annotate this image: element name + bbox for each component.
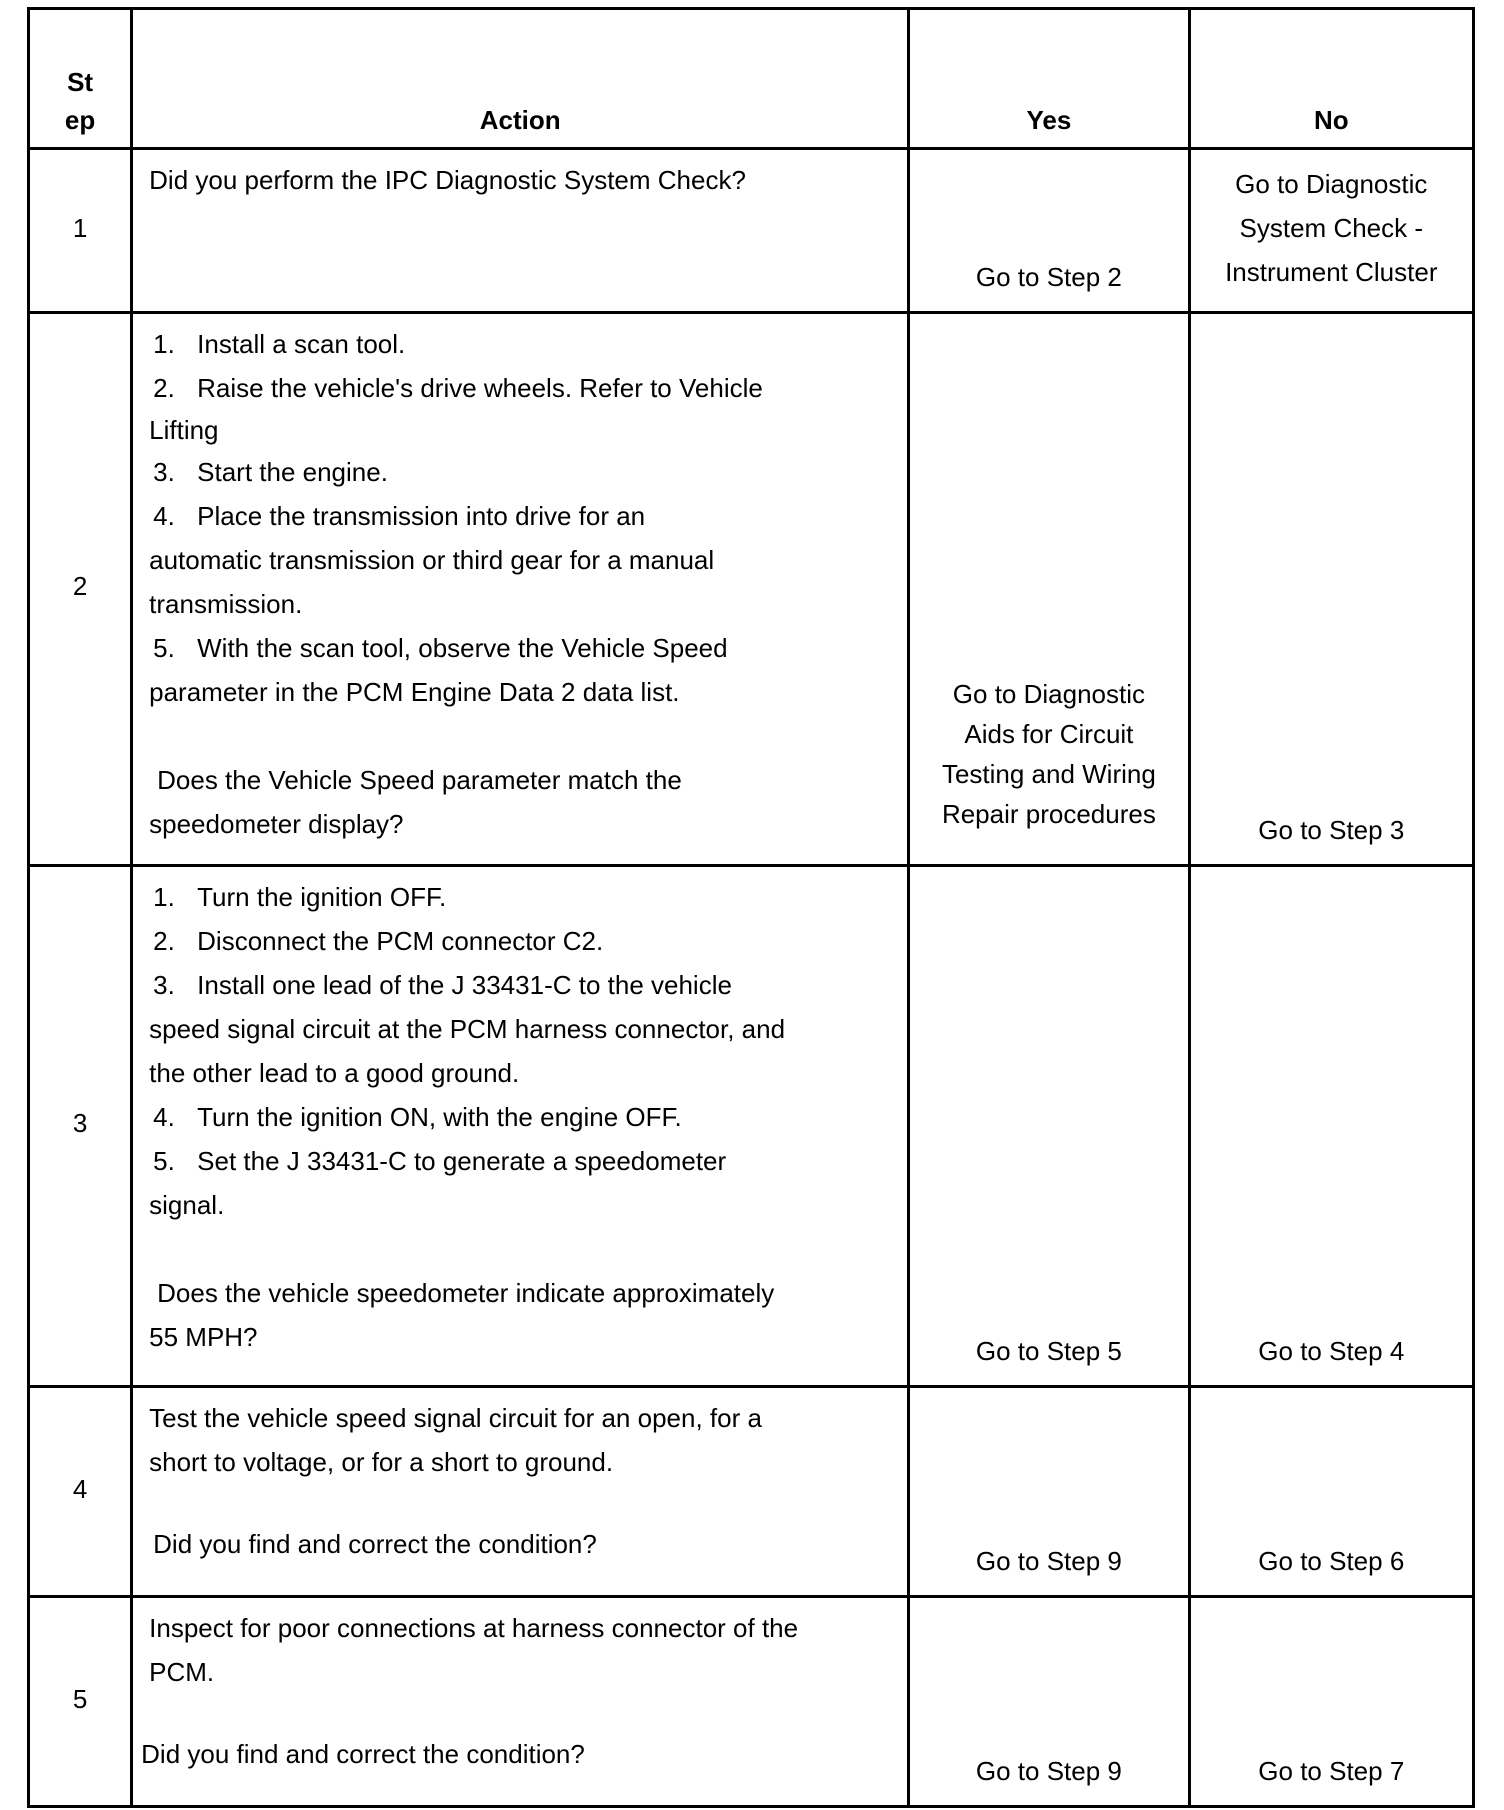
no-cell: Go to Step 6 [1189, 1387, 1473, 1597]
step-number: 2 [29, 313, 132, 866]
action-cell [132, 1387, 909, 1597]
list-item-cont: Lifting [149, 415, 219, 445]
yes-cell [909, 313, 1189, 866]
no-cell [1189, 149, 1473, 313]
list-item: 5. With the scan tool, observe the Vehicle Speed [153, 633, 728, 663]
action-text: Test the vehicle speed signal circuit for an open, for a [149, 1403, 762, 1433]
yes-line: Testing and Wiring [941, 759, 1156, 789]
list-item-cont: automatic transmission or third gear for a manual [149, 545, 715, 575]
list-item: 5. Set the J 33431-C to generate a speedometer [153, 1146, 727, 1176]
yes-cell: Go to Step 2 [909, 149, 1189, 313]
header-step-line1: St [67, 67, 94, 97]
action-cell [132, 1597, 909, 1807]
spacer [149, 714, 891, 758]
spacer [149, 1484, 891, 1522]
no-cell: Go to Step 7 [1189, 1597, 1473, 1807]
table-row [29, 149, 1474, 313]
question-line: Did you find and correct the condition? [153, 1529, 597, 1559]
spacer [149, 1694, 891, 1732]
yes-line: Go to Diagnostic [952, 679, 1145, 709]
step-number: 4 [29, 1387, 132, 1597]
list-item-cont: signal. [149, 1190, 225, 1220]
action-text: PCM. [149, 1657, 215, 1687]
list-item: 3. Install one lead of the J 33431-C to the vehicle [153, 970, 732, 1000]
action-text: Inspect for poor connections at harness connector of the [149, 1613, 799, 1643]
header-action: Action [132, 9, 909, 149]
list-item-cont: parameter in the PCM Engine Data 2 data list. [149, 677, 680, 707]
no-line: Go to Diagnostic [1235, 169, 1428, 199]
action-cell [132, 313, 909, 866]
list-item: 4. Place the transmission into drive for an [153, 501, 646, 531]
question-line: Does the Vehicle Speed parameter match the [157, 765, 682, 795]
table-row [29, 1387, 1474, 1597]
question-line: Did you find and correct the condition? [141, 1739, 585, 1769]
header-step [29, 9, 132, 149]
action-cell [132, 149, 909, 313]
list-item-cont: speed signal circuit at the PCM harness connector, and [149, 1014, 786, 1044]
yes-cell: Go to Step 9 [909, 1387, 1189, 1597]
step-number: 5 [29, 1597, 132, 1807]
header-no: No [1189, 9, 1473, 149]
list-item: 1. Install a scan tool. [153, 329, 406, 359]
question-line: Does the vehicle speedometer indicate approximately [157, 1278, 775, 1308]
yes-line: Aids for Circuit [964, 719, 1134, 749]
table-row [29, 1597, 1474, 1807]
step-number: 1 [29, 149, 132, 313]
header-step-line2: ep [64, 105, 96, 135]
list-item-cont: transmission. [149, 589, 303, 619]
question-line: speedometer display? [149, 809, 404, 839]
yes-cell: Go to Step 9 [909, 1597, 1189, 1807]
diagnostic-table [27, 7, 1475, 1808]
table-row [29, 866, 1474, 1387]
list-item-cont: the other lead to a good ground. [149, 1058, 520, 1088]
step-number: 3 [29, 866, 132, 1387]
table-row [29, 313, 1474, 866]
no-cell: Go to Step 3 [1189, 313, 1473, 866]
question-line: 55 MPH? [149, 1322, 258, 1352]
no-line: System Check - [1239, 213, 1424, 243]
header-yes: Yes [909, 9, 1189, 149]
list-item: 2. Disconnect the PCM connector C2. [153, 926, 604, 956]
header-row [29, 9, 1474, 149]
yes-cell: Go to Step 5 [909, 866, 1189, 1387]
action-cell [132, 866, 909, 1387]
no-cell: Go to Step 4 [1189, 866, 1473, 1387]
list-item: 4. Turn the ignition ON, with the engine OFF. [153, 1102, 682, 1132]
yes-line: Repair procedures [941, 799, 1156, 829]
list-item: 1. Turn the ignition OFF. [153, 882, 447, 912]
action-text: short to voltage, or for a short to ground. [149, 1447, 614, 1477]
list-item: 2. Raise the vehicle's drive wheels. Refer to Vehicle [153, 373, 763, 403]
spacer [149, 1227, 891, 1271]
action-text: Did you perform the IPC Diagnostic System Check? [149, 165, 746, 195]
list-item: 3. Start the engine. [153, 457, 388, 487]
no-line: Instrument Cluster [1225, 257, 1438, 287]
